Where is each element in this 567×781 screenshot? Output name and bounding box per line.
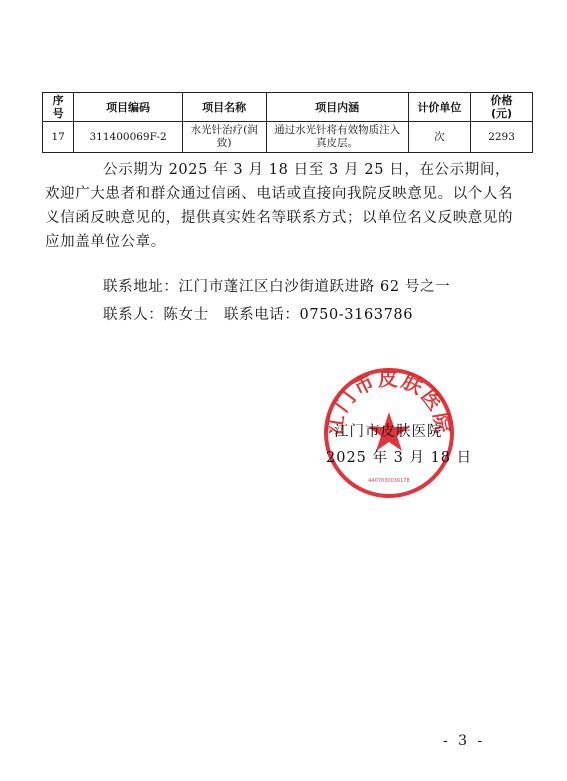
header-seq — [43, 93, 74, 122]
seal-serial: 4407030036178 — [368, 478, 410, 484]
header-seq-text: 序 号 — [52, 94, 64, 120]
header-price-text: 价格 (元) — [490, 94, 513, 120]
signature-org: 江门市皮肤医院 — [334, 424, 443, 440]
signature-date: 2025 年 3 月 18 日 — [326, 450, 473, 466]
table-header-row — [43, 93, 533, 122]
header-name: 项目名称 — [182, 93, 266, 122]
header-unit: 计价单位 — [408, 93, 470, 122]
header-content: 项目内涵 — [266, 93, 408, 122]
header-price — [471, 93, 533, 122]
cell-seq: 17 — [43, 122, 74, 153]
contact-person: 联系人：陈女士 — [103, 307, 209, 323]
cell-price: 2293 — [471, 122, 533, 153]
contact-address: 联系地址：江门市蓬江区白沙街道跃进路 62 号之一 — [103, 279, 451, 295]
seal-text: 江门市皮肤医院 — [322, 366, 456, 437]
table-row — [43, 122, 533, 153]
header-code: 项目编码 — [74, 93, 182, 122]
page-number: - 3 - — [443, 733, 486, 749]
cell-unit: 次 — [408, 122, 470, 153]
contact-phone: 联系电话：0750-3163786 — [224, 307, 414, 323]
cell-content: 通过水光针将有效物质注入真皮层。 — [266, 122, 408, 153]
notice-paragraph: 公示期为 2025 年 3 月 18 日至 3 月 25 日，在公示期间，欢迎广大患者和群众通过信函、电话或直接向我院反映意见。以个人名义信函反映意见的，提供真实姓名等联系方式；以单位名义反映意见的应加盖单位公章。 — [45, 162, 514, 250]
cell-code: 311400069F-2 — [74, 122, 182, 153]
cell-name: 水光针治疗(润致) — [182, 122, 266, 153]
pricing-table — [42, 92, 533, 153]
